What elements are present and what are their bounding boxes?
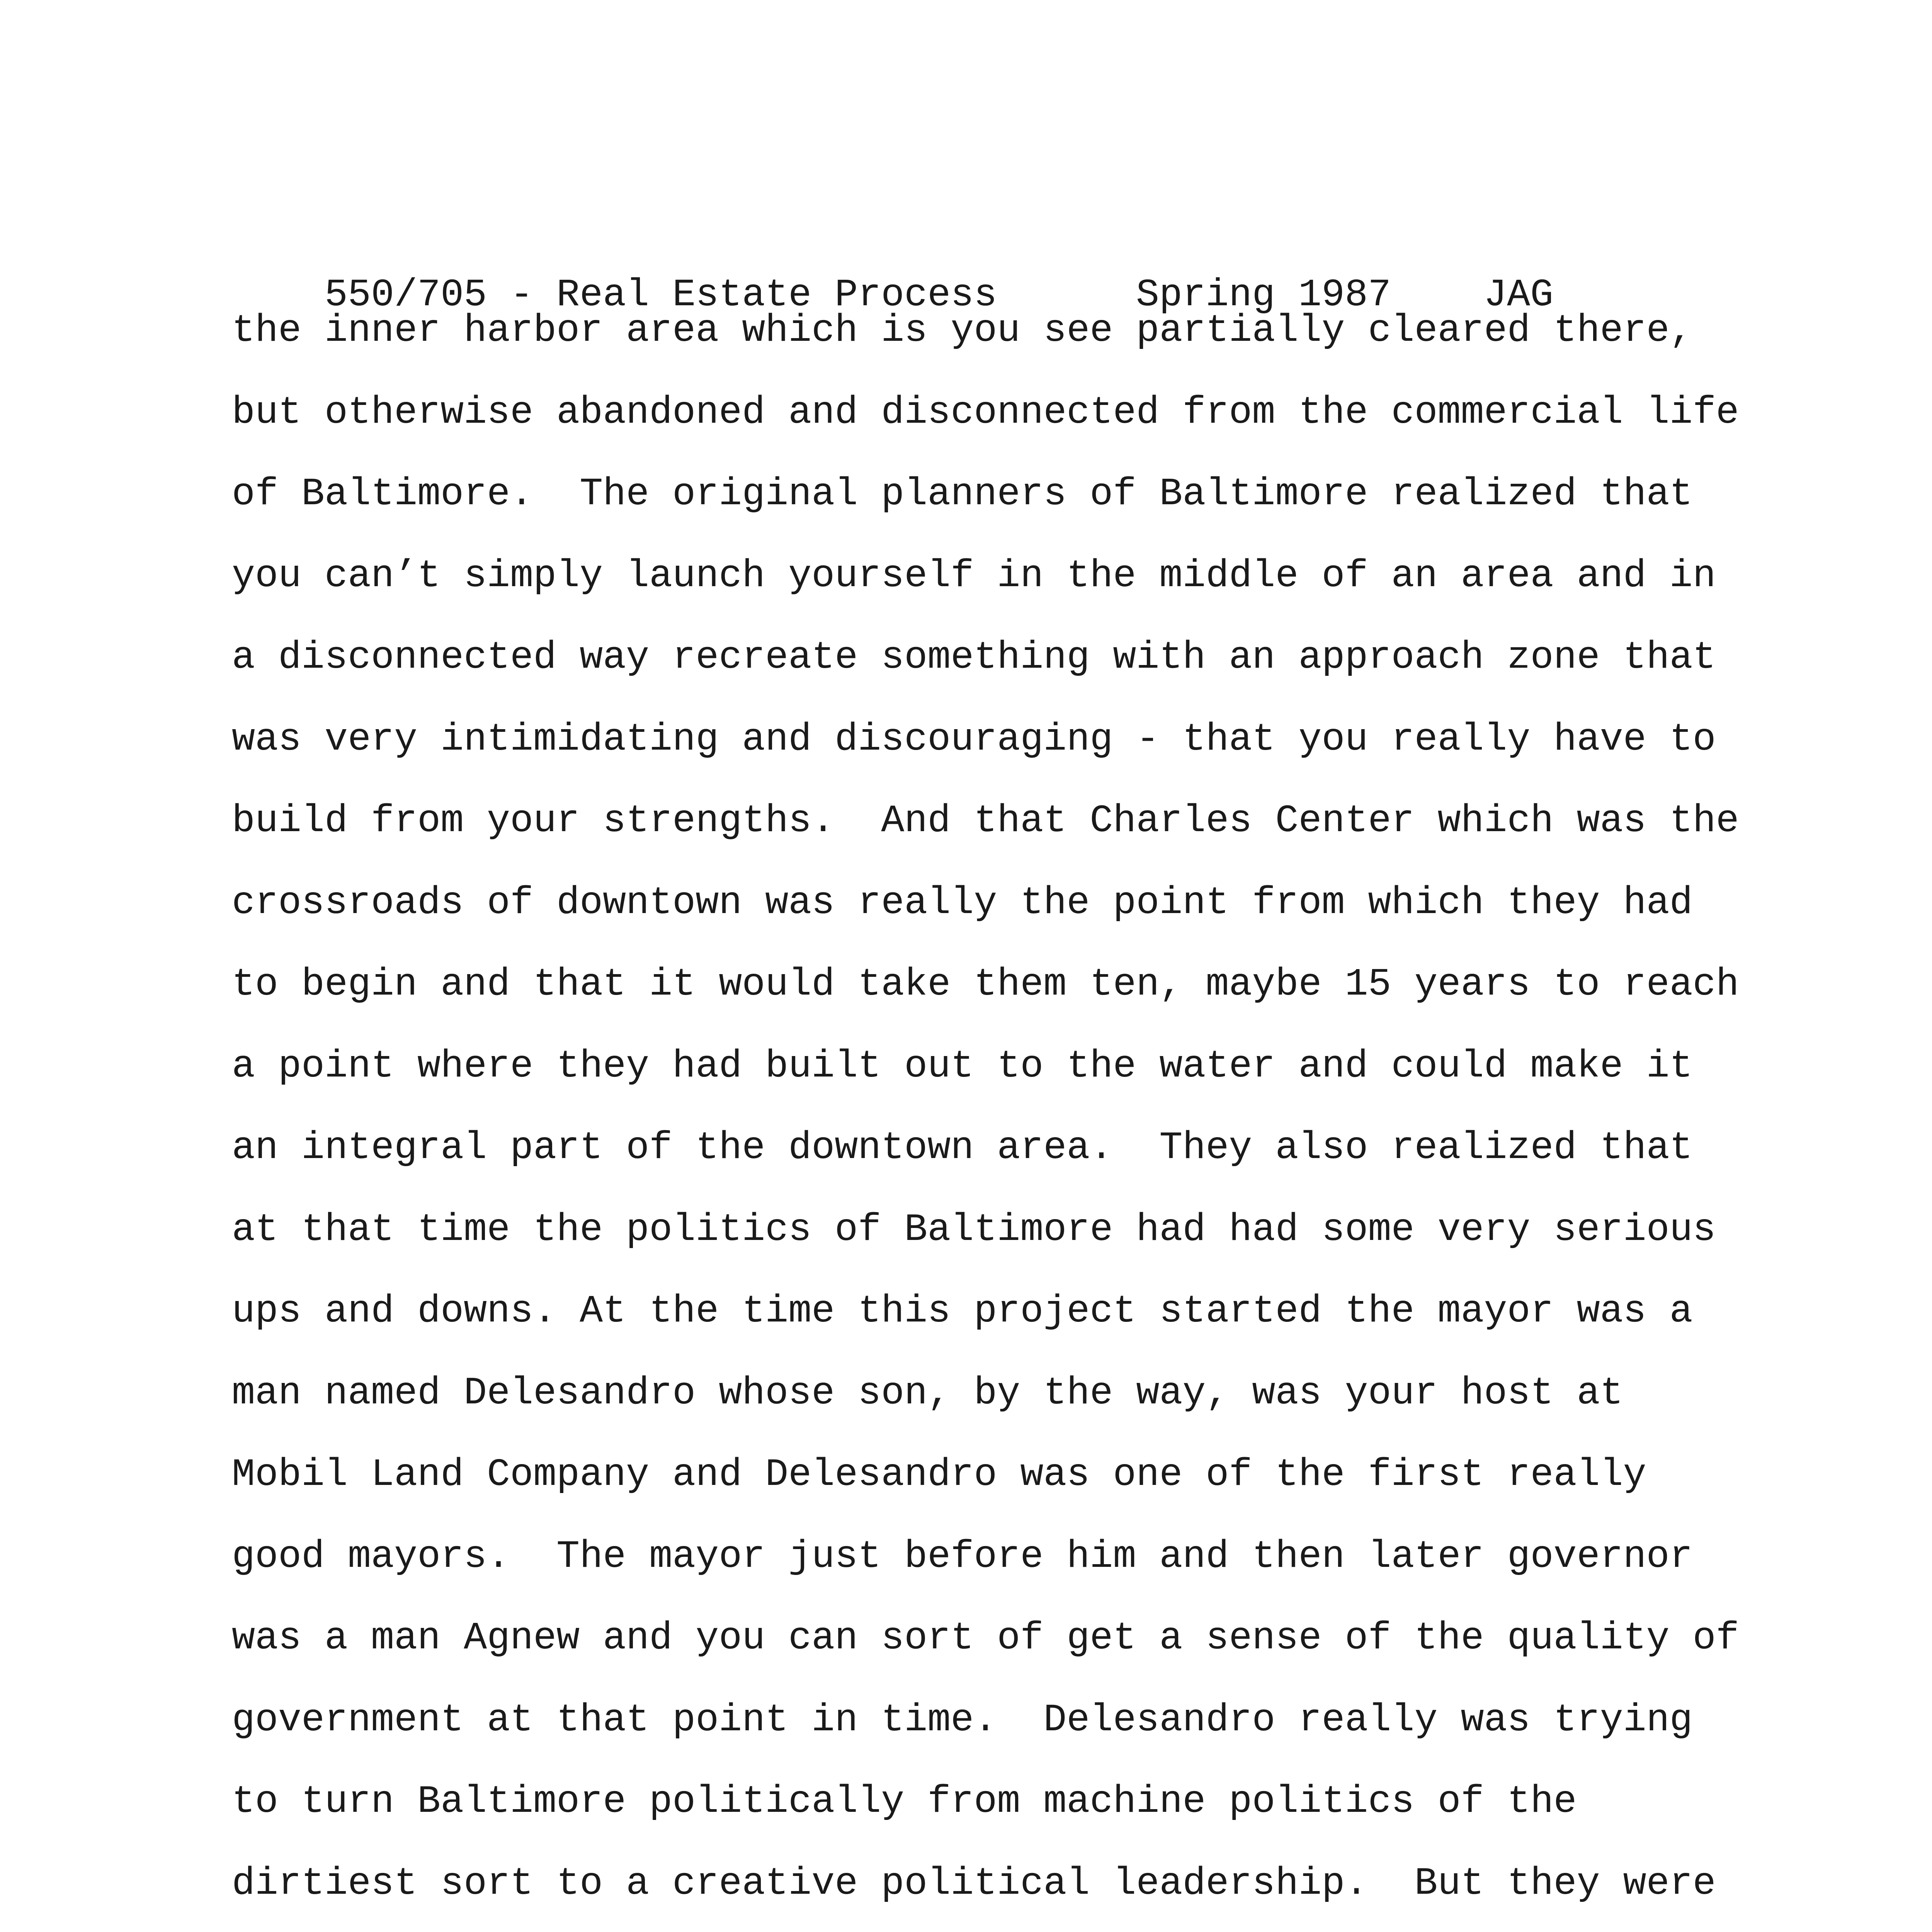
text-line: crossroads of downtown was really the point from which they had bbox=[232, 881, 1693, 925]
text-line: at that time the politics of Baltimore had had some very serious bbox=[232, 1208, 1716, 1252]
text-line: the inner harbor area which is you see partially cleared there, bbox=[232, 309, 1693, 353]
text-line: an integral part of the downtown area. They also realized that bbox=[232, 1126, 1693, 1170]
text-line: you can’t simply launch yourself in the middle of an area and in bbox=[232, 554, 1716, 598]
text-line: to turn Baltimore politically from machine politics of the bbox=[232, 1780, 1577, 1824]
page-header bbox=[232, 226, 1554, 317]
course-title: 550/705 - Real Estate Process bbox=[325, 274, 997, 317]
term-label: Spring 1987 bbox=[1136, 274, 1391, 317]
text-line: build from your strengths. And that Charles Center which was the bbox=[232, 799, 1739, 843]
text-line: but otherwise abandoned and disconnected from the commercial life bbox=[232, 391, 1739, 435]
text-line: was a man Agnew and you can sort of get a sense of the quality of bbox=[232, 1617, 1739, 1660]
text-line: Mobil Land Company and Delesandro was one of the first really bbox=[232, 1453, 1646, 1497]
text-line: of Baltimore. The original planners of Baltimore realized that bbox=[232, 473, 1693, 516]
text-line: a point where they had built out to the water and could make it bbox=[232, 1044, 1693, 1088]
text-line: was very intimidating and discouraging - that you really have to bbox=[232, 718, 1716, 762]
text-line: dirtiest sort to a creative political leadership. But they were bbox=[232, 1862, 1716, 1906]
text-line: good mayors. The mayor just before him and then later governor bbox=[232, 1535, 1693, 1579]
text-line: to begin and that it would take them ten, maybe 15 years to reach bbox=[232, 963, 1739, 1007]
text-line: government at that point in time. Delesandro really was trying bbox=[232, 1698, 1693, 1742]
author-initials: JAG bbox=[1484, 274, 1554, 317]
text-line: a disconnected way recreate something with an approach zone that bbox=[232, 636, 1716, 680]
body-text bbox=[232, 308, 1777, 1932]
text-line: ups and downs. At the time this project started the mayor was a bbox=[232, 1290, 1693, 1333]
text-line: man named Delesandro whose son, by the way, was your host at bbox=[232, 1371, 1623, 1415]
